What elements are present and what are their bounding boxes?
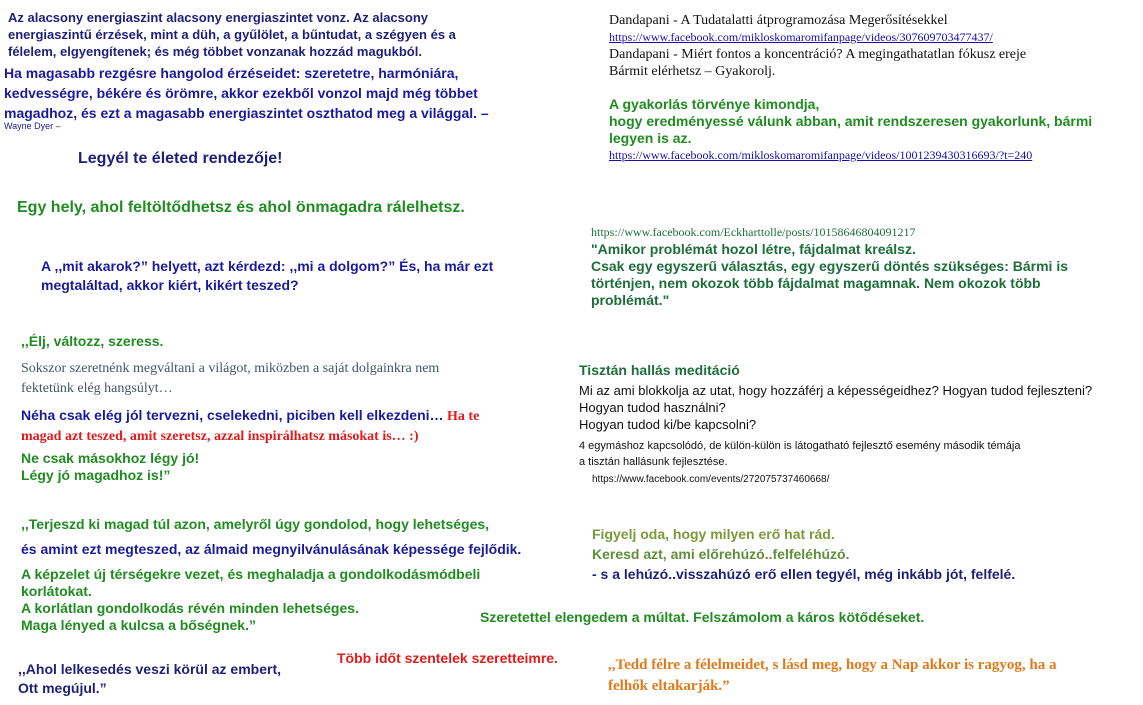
text-line: A képzelet új térségekre vezet, és meghaladja a gondolkodásmódbeli: [21, 566, 481, 582]
sun-quote: [608, 655, 1056, 697]
text-line: ,,Ahol lelkesedés veszi körül az embert,: [18, 661, 281, 677]
text-line: fektetünk elég hangsúlyt…: [21, 381, 173, 396]
love-time-text: Több időt szentelek szeretteimre.: [337, 650, 558, 666]
quote-author: Wayne Dyer –: [4, 121, 61, 131]
text-line: Mi az ami blokkolja az utat, hogy hozzáférj a képességeidhez? Hogyan tudod fejleszteni?: [579, 383, 1093, 398]
text-line: Maga lényed a kulcsa a bőségnek.”: [21, 617, 256, 633]
text-line: legyen is az.: [609, 130, 692, 146]
text-line: Ha magasabb rezgésre hangolod érzéseidet: szeretetre, harmóniára,: [4, 65, 459, 81]
text-line: A gyakorlás törvénye kimondja,: [609, 96, 820, 112]
plan-text-blue: Néha csak elég jól tervezni, cselekedni, piciben kell elkezdeni…: [21, 407, 444, 423]
live-change-love: ,,Élj, változz, szeress.: [21, 333, 164, 349]
video-title: Bármit elérhetsz – Gyakorolj.: [609, 64, 776, 79]
tolle-quote: [591, 241, 1068, 309]
release-past-text: Szeretettel elengedem a múltat. Felszámolom a káros kötődéseket.: [480, 609, 925, 625]
tolle-url: https://www.facebook.com/Eckharttolle/posts/10158646804091217: [591, 225, 916, 239]
be-kind-text: [21, 450, 199, 484]
dandapani-block: [609, 12, 1026, 80]
mission-quote: [41, 257, 493, 295]
video-link[interactable]: https://www.facebook.com/mikloskomaromifanpage/videos/307609703477437/: [609, 30, 993, 44]
text-line: hogy eredményessé válunk abban, amit rendszeresen gyakorlunk, bármi: [609, 113, 1093, 129]
text-line: Ne csak másokhoz légy jó!: [21, 450, 200, 466]
event-url: https://www.facebook.com/events/272075737460668/: [592, 474, 830, 485]
text-line: megtaláltad, akkor kiért, kikért teszed?: [41, 277, 299, 293]
text-line: Figyelj oda, hogy milyen erő hat rád.: [592, 526, 835, 542]
practice-law: [609, 96, 1092, 147]
attention-text: [592, 524, 850, 564]
imagination-text: [21, 566, 480, 634]
text-line: Sokszor szeretnénk megváltani a világot, miközben a saját dolgainkra nem: [21, 361, 440, 376]
meditation-title: Tisztán hallás meditáció: [579, 362, 740, 378]
video-title: Dandapani - A Tudatalatti átprogramozása Megerősítésekkel: [609, 13, 948, 28]
text-line: Légy jó magadhoz is!”: [21, 467, 171, 483]
text-line: Keresd azt, ami előrehúzó..felfeléhúzó.: [592, 546, 850, 562]
higher-vibration-quote: [4, 63, 489, 123]
dreams-text: és amint ezt megteszed, az álmaid megnyilvánulásának képessége fejlődik.: [21, 541, 522, 557]
text-line: Ott megújul.”: [18, 680, 107, 696]
text-line: történjen, nem okozok több fájdalmat magamnak. Nem okozok több: [591, 275, 1041, 291]
text-line: Csak egy egyszerű választás, egy egyszerű döntés szükséges: Bármi is: [591, 258, 1069, 274]
save-world-text: [21, 359, 439, 399]
event-description: [579, 438, 1020, 470]
text-line: korlátokat.: [21, 583, 92, 599]
text-line: Az alacsony energiaszint alacsony energiaszintet vonz. Az alacsony: [8, 10, 428, 25]
text-line: 4 egymáshoz kapcsolódó, de külön-külön is látogatható fejlesztő esemény második témája: [579, 440, 1021, 452]
text-line: Hogyan tudod használni?: [579, 400, 726, 415]
recharge-heading: Egy hely, ahol feltöltődhetsz és ahol önmagadra rálelhetsz.: [17, 199, 465, 216]
extend-quote: ,,Terjeszd ki magad túl azon, amelyről úgy gondolod, hogy lehetséges,: [21, 516, 490, 532]
text-line: "Amikor problémát hozol létre, fájdalmat kreálsz.: [591, 241, 916, 257]
text-line: problémát.": [591, 292, 670, 308]
text-line: félelem, elgyengítenek; és még többet vonzanak hozzád magukból.: [8, 44, 422, 59]
text-line: energiaszintű érzések, mint a düh, a gyűlölet, a bűntudat, a szégyen és a: [8, 27, 456, 42]
text-line: A ,,mit akarok?” helyett, azt kérdezd: ,,mi a dolgom?” És, ha már ezt: [41, 258, 494, 274]
plan-text-red-line: magad azt teszed, amit szeretsz, azzal inspirálhatsz másokat is… :): [21, 429, 419, 444]
attraction-quote: [8, 9, 456, 60]
text-line: Hogyan tudod ki/be kapcsolni?: [579, 417, 757, 432]
text-line: felhők eltakarják.”: [608, 678, 730, 694]
text-line: A korlátlan gondolkodás révén minden lehetséges.: [21, 600, 359, 616]
video-title: Dandapani - Miért fontos a koncentráció? A megingathatatlan fókusz ereje: [609, 47, 1027, 62]
pullback-text: - s a lehúzó..visszahúzó erő ellen tegyél, még inkább jót, felfelé.: [592, 566, 1016, 582]
text-line: ,,Tedd félre a félelmeidet, s lásd meg, hogy a Nap akkor is ragyog, ha a: [608, 657, 1057, 673]
practice-video-link[interactable]: https://www.facebook.com/mikloskomaromifanpage/videos/1001239430316693/?t=240: [609, 148, 1033, 162]
text-line: a tisztán hallásunk fejlesztése.: [579, 456, 728, 468]
organizer-heading: Legyél te életed rendezője!: [78, 150, 283, 167]
enthusiasm-quote: [18, 660, 281, 698]
plan-text-red: Ha te: [443, 409, 480, 424]
meditation-questions: [579, 382, 1092, 433]
text-line: kedvességre, békére és örömre, akkor ezekből vonzol majd még többet: [4, 85, 478, 101]
plan-text: [21, 405, 479, 447]
text-line: magadhoz, és ezt a magasabb energiaszintet oszthatod meg a világgal. –: [4, 105, 489, 121]
